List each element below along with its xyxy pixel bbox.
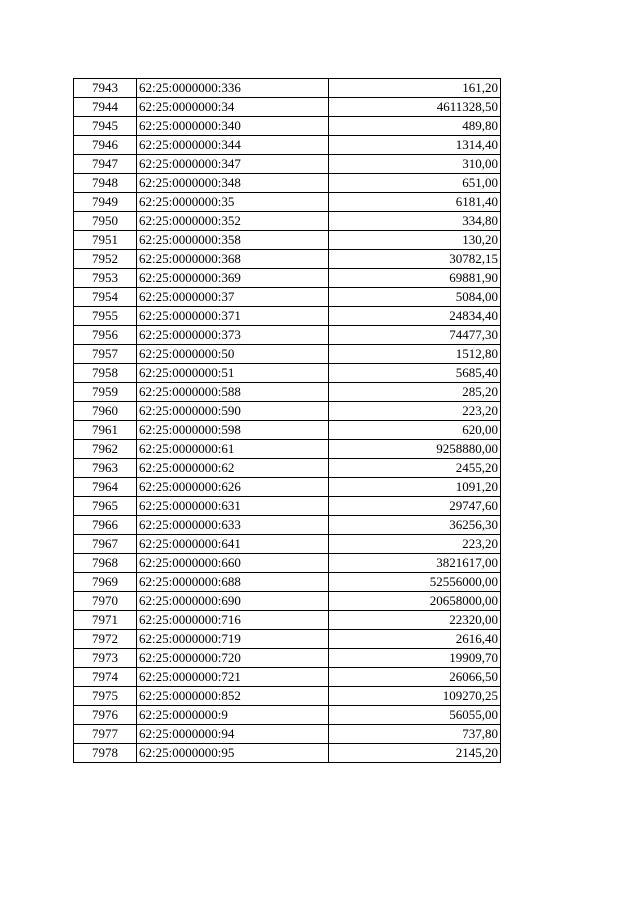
table-row [74, 706, 501, 725]
table-row [74, 725, 501, 744]
value-cell: 130,20 [329, 231, 501, 250]
row-number-cell: 7978 [74, 744, 137, 763]
row-number-cell: 7973 [74, 649, 137, 668]
row-number-cell: 7948 [74, 174, 137, 193]
value-cell: 74477,30 [329, 326, 501, 345]
row-number-cell: 7957 [74, 345, 137, 364]
row-number-cell: 7951 [74, 231, 137, 250]
value-cell: 620,00 [329, 421, 501, 440]
value-cell: 2145,20 [329, 744, 501, 763]
value-cell: 5685,40 [329, 364, 501, 383]
row-number-cell: 7974 [74, 668, 137, 687]
cadastral-number-cell: 62:25:0000000:720 [137, 649, 329, 668]
cadastral-number-cell: 62:25:0000000:9 [137, 706, 329, 725]
cadastral-number-cell: 62:25:0000000:50 [137, 345, 329, 364]
cadastral-number-cell: 62:25:0000000:347 [137, 155, 329, 174]
cadastral-number-cell: 62:25:0000000:588 [137, 383, 329, 402]
cadastral-number-cell: 62:25:0000000:352 [137, 212, 329, 231]
row-number-cell: 7964 [74, 478, 137, 497]
value-cell: 20658000,00 [329, 592, 501, 611]
table-row [74, 98, 501, 117]
value-cell: 223,20 [329, 535, 501, 554]
cadastral-number-cell: 62:25:0000000:371 [137, 307, 329, 326]
row-number-cell: 7963 [74, 459, 137, 478]
row-number-cell: 7952 [74, 250, 137, 269]
value-cell: 651,00 [329, 174, 501, 193]
table-row [74, 307, 501, 326]
row-number-cell: 7945 [74, 117, 137, 136]
cadastral-number-cell: 62:25:0000000:94 [137, 725, 329, 744]
value-cell: 9258880,00 [329, 440, 501, 459]
cadastral-number-cell: 62:25:0000000:61 [137, 440, 329, 459]
cadastral-number-cell: 62:25:0000000:34 [137, 98, 329, 117]
table-row [74, 630, 501, 649]
table-row [74, 364, 501, 383]
row-number-cell: 7961 [74, 421, 137, 440]
value-cell: 24834,40 [329, 307, 501, 326]
table-row [74, 345, 501, 364]
table-row [74, 250, 501, 269]
row-number-cell: 7969 [74, 573, 137, 592]
cadastral-number-cell: 62:25:0000000:336 [137, 79, 329, 98]
table-row [74, 402, 501, 421]
value-cell: 1091,20 [329, 478, 501, 497]
table-row [74, 459, 501, 478]
value-cell: 223,20 [329, 402, 501, 421]
table-row [74, 231, 501, 250]
row-number-cell: 7950 [74, 212, 137, 231]
value-cell: 30782,15 [329, 250, 501, 269]
cadastral-number-cell: 62:25:0000000:95 [137, 744, 329, 763]
value-cell: 6181,40 [329, 193, 501, 212]
table-row [74, 573, 501, 592]
row-number-cell: 7965 [74, 497, 137, 516]
value-cell: 285,20 [329, 383, 501, 402]
value-cell: 19909,70 [329, 649, 501, 668]
row-number-cell: 7954 [74, 288, 137, 307]
value-cell: 2455,20 [329, 459, 501, 478]
cadastral-number-cell: 62:25:0000000:688 [137, 573, 329, 592]
table-row [74, 136, 501, 155]
value-cell: 489,80 [329, 117, 501, 136]
value-cell: 3821617,00 [329, 554, 501, 573]
cadastral-number-cell: 62:25:0000000:340 [137, 117, 329, 136]
table-row [74, 326, 501, 345]
row-number-cell: 7943 [74, 79, 137, 98]
row-number-cell: 7949 [74, 193, 137, 212]
table-row [74, 383, 501, 402]
cadastral-number-cell: 62:25:0000000:62 [137, 459, 329, 478]
row-number-cell: 7971 [74, 611, 137, 630]
table-row [74, 478, 501, 497]
table-row [74, 668, 501, 687]
value-cell: 161,20 [329, 79, 501, 98]
table-row [74, 592, 501, 611]
cadastral-number-cell: 62:25:0000000:716 [137, 611, 329, 630]
row-number-cell: 7947 [74, 155, 137, 174]
row-number-cell: 7967 [74, 535, 137, 554]
row-number-cell: 7968 [74, 554, 137, 573]
row-number-cell: 7962 [74, 440, 137, 459]
table-row [74, 535, 501, 554]
cadastral-number-cell: 62:25:0000000:626 [137, 478, 329, 497]
row-number-cell: 7953 [74, 269, 137, 288]
row-number-cell: 7975 [74, 687, 137, 706]
table-row [74, 611, 501, 630]
value-cell: 69881,90 [329, 269, 501, 288]
table-row [74, 497, 501, 516]
row-number-cell: 7944 [74, 98, 137, 117]
row-number-cell: 7955 [74, 307, 137, 326]
value-cell: 29747,60 [329, 497, 501, 516]
table-row [74, 516, 501, 535]
row-number-cell: 7970 [74, 592, 137, 611]
table-row [74, 174, 501, 193]
value-cell: 36256,30 [329, 516, 501, 535]
row-number-cell: 7966 [74, 516, 137, 535]
row-number-cell: 7977 [74, 725, 137, 744]
cadastral-number-cell: 62:25:0000000:37 [137, 288, 329, 307]
row-number-cell: 7956 [74, 326, 137, 345]
row-number-cell: 7972 [74, 630, 137, 649]
value-cell: 334,80 [329, 212, 501, 231]
cadastral-number-cell: 62:25:0000000:35 [137, 193, 329, 212]
value-cell: 737,80 [329, 725, 501, 744]
table-row [74, 687, 501, 706]
value-cell: 1314,40 [329, 136, 501, 155]
cadastral-number-cell: 62:25:0000000:598 [137, 421, 329, 440]
row-number-cell: 7946 [74, 136, 137, 155]
table-row [74, 79, 501, 98]
cadastral-number-cell: 62:25:0000000:719 [137, 630, 329, 649]
value-cell: 52556000,00 [329, 573, 501, 592]
cadastral-number-cell: 62:25:0000000:368 [137, 250, 329, 269]
table-row [74, 649, 501, 668]
table-row [74, 440, 501, 459]
row-number-cell: 7960 [74, 402, 137, 421]
cadastral-number-cell: 62:25:0000000:373 [137, 326, 329, 345]
table-row [74, 269, 501, 288]
cadastral-number-cell: 62:25:0000000:590 [137, 402, 329, 421]
table-row [74, 193, 501, 212]
table-row [74, 554, 501, 573]
value-cell: 109270,25 [329, 687, 501, 706]
value-cell: 2616,40 [329, 630, 501, 649]
cadastral-value-table [73, 78, 501, 763]
table-row [74, 117, 501, 136]
table-row [74, 288, 501, 307]
cadastral-number-cell: 62:25:0000000:631 [137, 497, 329, 516]
value-cell: 4611328,50 [329, 98, 501, 117]
row-number-cell: 7958 [74, 364, 137, 383]
cadastral-number-cell: 62:25:0000000:369 [137, 269, 329, 288]
cadastral-number-cell: 62:25:0000000:348 [137, 174, 329, 193]
table-row [74, 155, 501, 174]
cadastral-number-cell: 62:25:0000000:660 [137, 554, 329, 573]
value-cell: 5084,00 [329, 288, 501, 307]
cadastral-number-cell: 62:25:0000000:852 [137, 687, 329, 706]
cadastral-number-cell: 62:25:0000000:51 [137, 364, 329, 383]
cadastral-number-cell: 62:25:0000000:633 [137, 516, 329, 535]
table-row [74, 421, 501, 440]
table-row [74, 212, 501, 231]
cadastral-number-cell: 62:25:0000000:690 [137, 592, 329, 611]
row-number-cell: 7959 [74, 383, 137, 402]
value-cell: 310,00 [329, 155, 501, 174]
value-cell: 26066,50 [329, 668, 501, 687]
table-row [74, 744, 501, 763]
value-cell: 1512,80 [329, 345, 501, 364]
value-cell: 56055,00 [329, 706, 501, 725]
cadastral-number-cell: 62:25:0000000:721 [137, 668, 329, 687]
cadastral-number-cell: 62:25:0000000:641 [137, 535, 329, 554]
value-cell: 22320,00 [329, 611, 501, 630]
table-body [74, 79, 501, 763]
cadastral-number-cell: 62:25:0000000:358 [137, 231, 329, 250]
cadastral-number-cell: 62:25:0000000:344 [137, 136, 329, 155]
row-number-cell: 7976 [74, 706, 137, 725]
spreadsheet-page [73, 78, 501, 763]
